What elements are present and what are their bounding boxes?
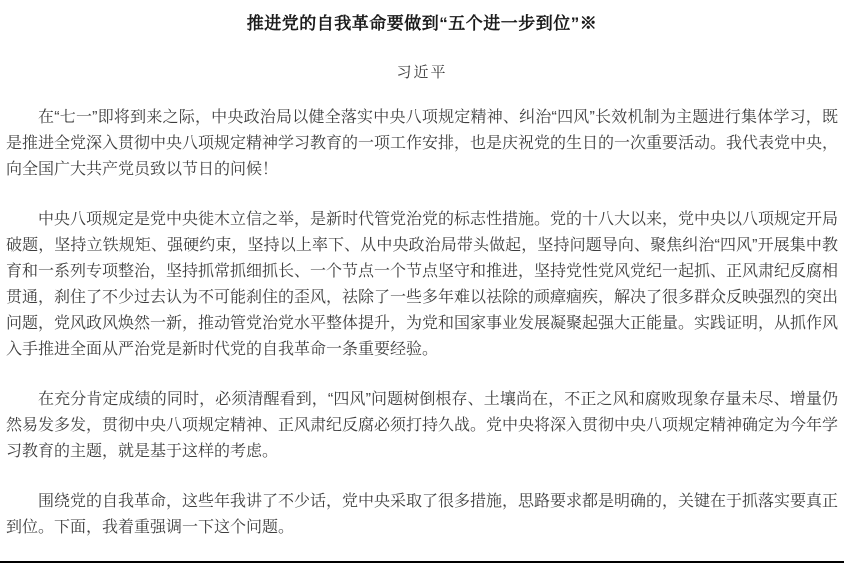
article-paragraph: 在充分肯定成绩的同时，必须清醒看到，“四风”问题树倒根存、土壤尚在，不正之风和腐败现象存量未尽、增量仍然易发多发，贯彻中央八项规定精神、正风肃纪反腐必须打持久战。党中央将深入贯彻中央八项规定精神确定为今年学习教育的主题，就是基于这样的考虑。 xyxy=(6,391,839,460)
article-paragraph: 在“七一”即将到来之际，中央政治局以健全落实中央八项规定精神、纠治“四风”长效机制为主题进行集体学习，既是推进全党深入贯彻中央八项规定精神学习教育的一项工作安排，也是庆祝党的生日的一次重要活动。我代表党中央，向全国广大共产党员致以节日的问候！ xyxy=(6,109,839,178)
article-paragraph: 中央八项规定是党中央徙木立信之举，是新时代管党治党的标志性措施。党的十八大以来，党中央以八项规定开局破题，坚持立铁规矩、强硬约束，坚持以上率下、从中央政治局带头做起，坚持问题导向、聚焦纠治“四风”开展集中教育和一系列专项整治，坚持抓常抓细抓长、一个节点一个节点坚守和推进，坚持党性党风党纪一起抓、正风肃纪反腐相贯通，刹住了不少过去认为不可能刹住的歪风，祛除了一些多年难以祛除的顽瘴痼疾，解决了很多群众反映强烈的突出问题，党风政风焕然一新，推动管党治党水平整体提升，为党和国家事业发展凝聚起强大正能量。实践证明，从抓作风入手推进全面从严治党是新时代党的自我革命一条重要经验。 xyxy=(6,211,839,358)
footnote-divider xyxy=(0,561,844,563)
article-paragraph: 围绕党的自我革命，这些年我讲了不少话，党中央采取了很多措施，思路要求都是明确的，关键在于抓落实要真正到位。下面，我着重强调一下这个问题。 xyxy=(6,493,839,536)
article-page xyxy=(0,13,844,567)
page-title: 推进党的自我革命要做到“五个进一步到位”※ xyxy=(246,14,598,33)
article-author: 习近平 xyxy=(396,63,448,81)
article-body xyxy=(6,105,838,541)
